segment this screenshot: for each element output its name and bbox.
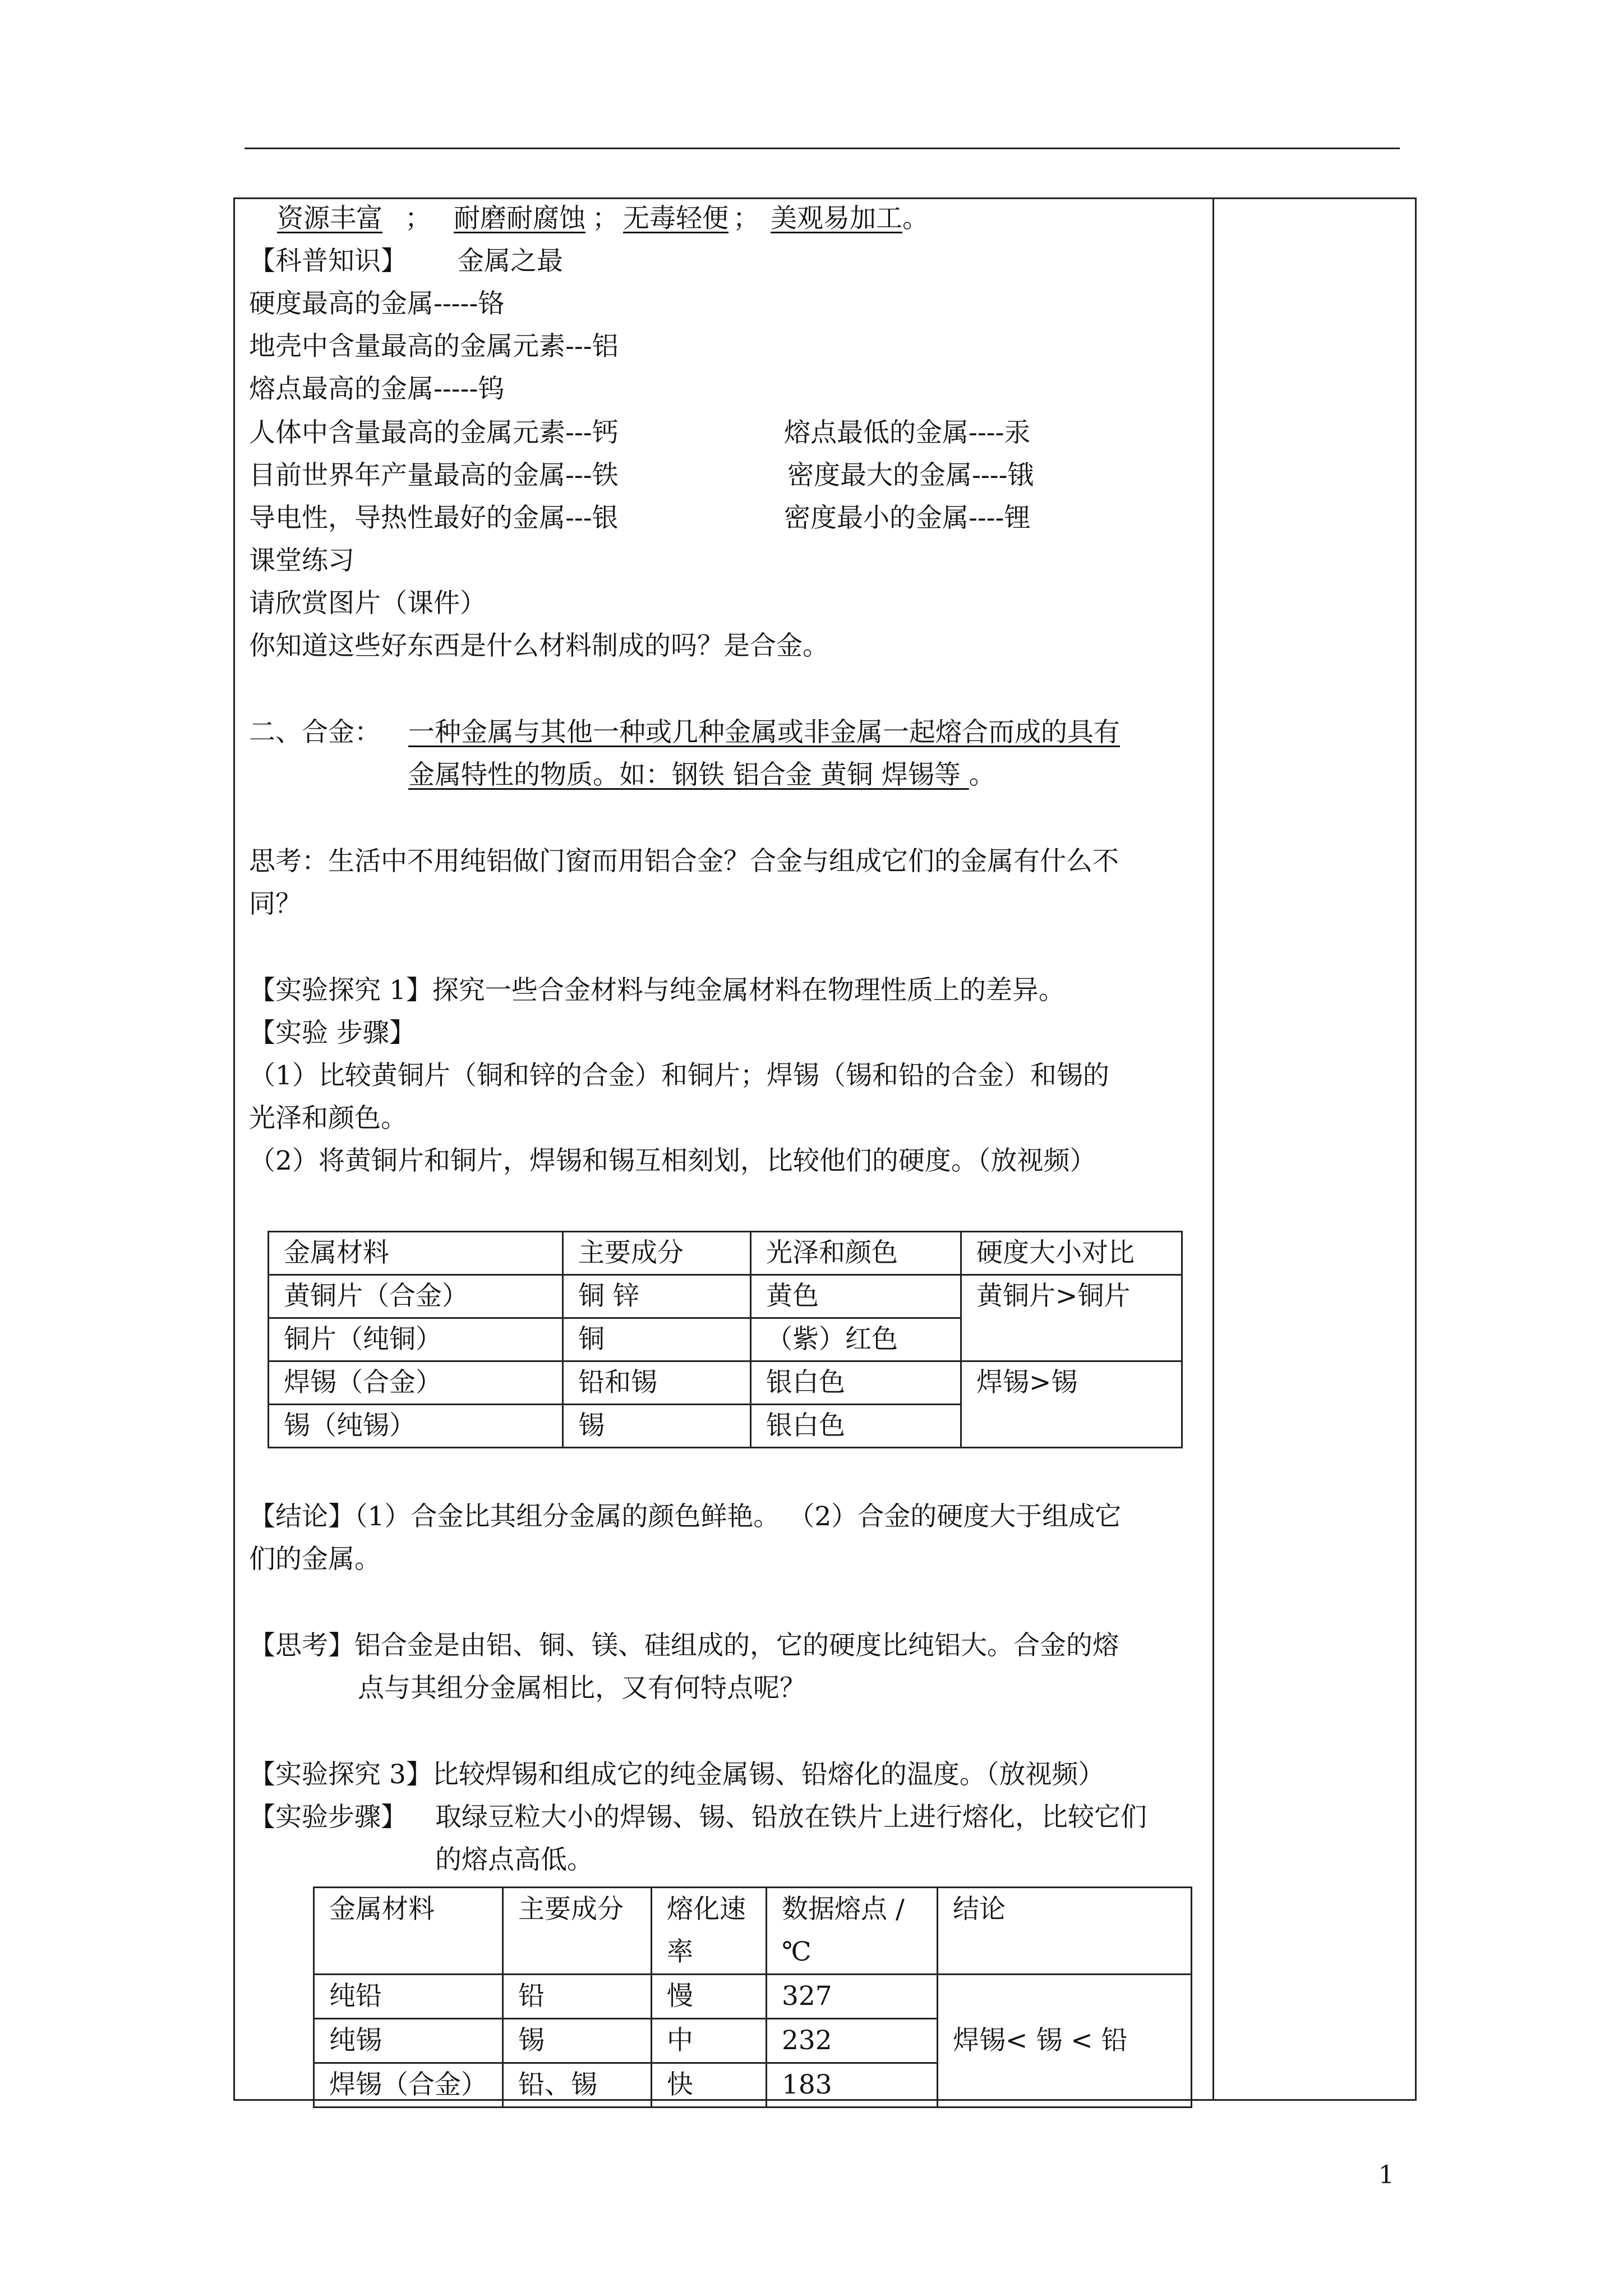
intro-properties-line: [277, 202, 929, 236]
table-cell-conclusion: 焊锡< 锡 < 铅: [938, 1975, 1192, 2108]
experiment3-steps-label: 【实验步骤】: [249, 1802, 407, 1833]
table-header-cell: 金属材料: [314, 1888, 503, 1975]
fact-pair-right: 密度最小的金属----锂: [784, 503, 1031, 533]
experiment1-step2: （2）将黄铜片和铜片，焊锡和锡互相刻划，比较他们的硬度。（放视频）: [249, 1145, 1096, 1176]
think2-line2: 点与其组分金属相比，又有何特点呢？: [358, 1673, 806, 1704]
science-title: 金属之最: [458, 246, 563, 277]
conclusion-line1: 【结论】（1）合金比其组分金属的颜色鲜艳。 （2）合金的硬度大于组成它: [249, 1501, 1122, 1532]
table-header-cell: 主要成分: [563, 1232, 751, 1275]
experiment1-step1-line1: （1）比较黄铜片（铜和锌的合金）和铜片；焊锡（锡和铅的合金）和锡的: [249, 1060, 1109, 1091]
experiment1-steps-heading: 【实验 步骤】: [249, 1018, 416, 1048]
table-cell: 黄铜片（合金）: [269, 1275, 563, 1318]
table-cell: 纯铅: [314, 1975, 503, 2019]
alloy-definition-line1: 一种金属与其他一种或几种金属或非金属一起熔合而成的具有: [408, 717, 1120, 748]
fact-crust: 地壳中含量最高的金属元素---铝: [249, 331, 619, 362]
table-header-row: [314, 1888, 1192, 1975]
table-cell: 黄色: [751, 1275, 961, 1318]
table-cell: 铜片（纯铜）: [269, 1318, 563, 1361]
header-rule: [245, 148, 1400, 149]
fact-pair-left: 目前世界年产量最高的金属---铁: [249, 460, 619, 491]
experiment3-steps-line2: 的熔点高低。: [435, 1844, 593, 1875]
question-line: 你知道这些好东西是什么材料制成的吗？是合金。: [249, 631, 829, 661]
table-cell: 焊锡（合金）: [314, 2063, 503, 2108]
table-header-cell: 结论: [938, 1888, 1192, 1975]
table-header-cell: 金属材料: [269, 1232, 563, 1275]
conclusion-line2: 们的金属。: [249, 1544, 381, 1575]
table-cell: 183: [767, 2063, 938, 2108]
table-header-row: [269, 1232, 1182, 1275]
property-abundant: 资源丰富: [277, 203, 382, 234]
fact-highest-melting: 熔点最高的金属-----钨: [249, 374, 505, 404]
table-cell: 焊锡（合金）: [269, 1361, 563, 1405]
table-cell: 锡（纯锡）: [269, 1405, 563, 1448]
experiment1-title: 【实验探究 1】探究一些合金材料与纯金属材料在物理性质上的差异。: [249, 975, 1065, 1006]
table-cell: 铅、锡: [503, 2063, 652, 2108]
table-cell: 铅和锡: [563, 1361, 751, 1405]
fact-hardest: 硬度最高的金属-----铬: [249, 288, 505, 319]
separator: ；: [592, 203, 619, 234]
table-cell: 快: [652, 2063, 767, 2108]
table-cell: 232: [767, 2019, 938, 2063]
table-cell: 慢: [652, 1975, 767, 2019]
table-row: [314, 1975, 1192, 2019]
fact-pair-left: 人体中含量最高的金属元素---钙: [249, 417, 619, 448]
alloy-label: 二、合金：: [249, 717, 381, 748]
separator: ；: [733, 203, 759, 234]
fact-pair-left: 导电性，导热性最好的金属---银: [249, 503, 619, 533]
table-row: [269, 1275, 1182, 1318]
table-cell: 银白色: [751, 1405, 961, 1448]
enjoy-pictures-line: 请欣赏图片（课件）: [249, 588, 486, 619]
table-cell: 中: [652, 2019, 767, 2063]
fact-pair-right: 密度最大的金属----锇: [787, 460, 1034, 491]
table-cell: 铜: [563, 1318, 751, 1361]
property-light: 无毒轻便: [623, 203, 728, 234]
melting-point-table: [313, 1887, 1192, 2108]
table-cell: 327: [767, 1975, 938, 2019]
table-cell: 锡: [563, 1405, 751, 1448]
separator: ；: [405, 203, 431, 234]
experiment3-title: 【实验探究 3】比较焊锡和组成它的纯金属锡、铅熔化的温度。（放视频）: [249, 1759, 1105, 1790]
table-header-cell: 主要成分: [503, 1888, 652, 1975]
think1-line2: 同？: [249, 889, 302, 919]
alloy-definition-examples: 金属特性的物质。如：钢铁 铝合金 黄铜 焊锡等: [408, 760, 969, 790]
table-cell: 铅: [503, 1975, 652, 2019]
table-header-cell: 熔化速率: [652, 1888, 767, 1975]
table-cell: 锡: [503, 2019, 652, 2063]
hardness-comparison-table: [268, 1231, 1183, 1448]
science-heading-line: [249, 245, 563, 278]
science-heading: 【科普知识】: [249, 246, 407, 277]
page-number: 1: [1378, 2161, 1394, 2189]
period: 。: [902, 203, 929, 234]
table-cell-compare: 黄铜片>铜片: [961, 1275, 1182, 1361]
period: 。: [969, 760, 995, 790]
think2-line1: 【思考】铝合金是由铝、铜、镁、硅组成的，它的硬度比纯铝大。合金的熔: [249, 1630, 1119, 1661]
table-header-cell: 数据熔点 /℃: [767, 1888, 938, 1975]
experiment3-steps-line1: 取绿豆粒大小的焊锡、锡、铅放在铁片上进行熔化，比较它们: [435, 1802, 1147, 1833]
fact-pair-right: 熔点最低的金属----汞: [784, 417, 1031, 448]
property-durable: 耐磨耐腐蚀: [454, 203, 585, 234]
table-cell: 铜 锌: [563, 1275, 751, 1318]
table-header-cell: 硬度大小对比: [961, 1232, 1182, 1275]
alloy-definition-line2: [408, 758, 995, 792]
think1-line1: 思考：生活中不用纯铝做门窗而用铝合金？合金与组成它们的金属有什么不: [249, 846, 1119, 877]
property-workable: 美观易加工: [771, 203, 902, 234]
classwork-heading: 课堂练习: [249, 545, 354, 576]
table-cell: 银白色: [751, 1361, 961, 1405]
frame-column-divider: [1212, 197, 1214, 2101]
table-header-cell: 光泽和颜色: [751, 1232, 961, 1275]
table-cell: （紫）红色: [751, 1318, 961, 1361]
table-cell-compare: 焊锡>锡: [961, 1361, 1182, 1448]
experiment1-step1-line2: 光泽和颜色。: [249, 1103, 407, 1134]
table-row: [269, 1361, 1182, 1405]
table-cell: 纯锡: [314, 2019, 503, 2063]
